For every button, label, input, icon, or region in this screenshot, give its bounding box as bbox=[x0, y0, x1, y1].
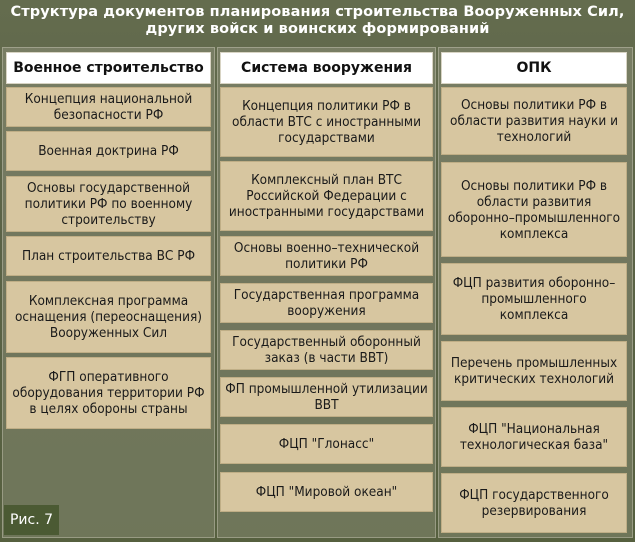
box-science-tech-policy: Основы политики РФ в области развития науки и технологий bbox=[441, 87, 627, 155]
box-world-ocean-program: ФЦП "Мировой океан" bbox=[220, 472, 433, 512]
box-mtc-comprehensive-plan: Комплексный план ВТС Российской Федерации с иностранными государствами bbox=[220, 161, 433, 231]
box-armed-forces-plan: План строительства ВС РФ bbox=[6, 236, 211, 276]
box-industrial-disposal-program: ФП промышленной утилизации ВВТ bbox=[220, 377, 433, 417]
box-glonass-program: ФЦП "Глонасс" bbox=[220, 424, 433, 464]
column-header-dic: ОПК bbox=[441, 52, 627, 84]
column-header-military-construction: Военное строительство bbox=[6, 52, 211, 84]
box-state-defense-order: Государственный оборонный заказ (в части ВВТ) bbox=[220, 330, 433, 370]
box-dic-development-program: ФЦП развития оборонно–промышленного комплекса bbox=[441, 263, 627, 335]
box-mtc-policy-concept: Концепция политики РФ в области ВТС с иностранными государствами bbox=[220, 87, 433, 157]
box-state-armament-program: Государственная программа вооружения bbox=[220, 283, 433, 323]
box-military-construction-policy: Основы государственной политики РФ по военному строительству bbox=[6, 176, 211, 232]
box-military-doctrine: Военная доктрина РФ bbox=[6, 131, 211, 171]
box-critical-technologies-list: Перечень промышленных критических технологий bbox=[441, 341, 627, 401]
diagram-title bbox=[0, 0, 635, 44]
title-line-1: Структура документов планирования строительства Вооруженных Сил, bbox=[10, 4, 625, 20]
column-header-armament-system: Система вооружения bbox=[220, 52, 433, 84]
box-territory-equipment-program: ФГП оперативного оборудования территории РФ в целях обороны страны bbox=[6, 357, 211, 429]
box-dic-development-policy: Основы политики РФ в области развития оборонно–промышленного комплекса bbox=[441, 162, 627, 257]
box-equipment-program: Комплексная программа оснащения (переоснащения) Вооруженных Сил bbox=[6, 281, 211, 353]
box-state-reserve-program: ФЦП государственного резервирования bbox=[441, 473, 627, 533]
figure-label: Рис. 7 bbox=[4, 505, 59, 535]
box-military-technical-policy: Основы военно–технической политики РФ bbox=[220, 236, 433, 276]
box-national-security-concept: Концепция национальной безопасности РФ bbox=[6, 87, 211, 127]
title-line-2: других войск и воинских формирований bbox=[145, 21, 490, 37]
box-national-tech-base-program: ФЦП "Национальная технологическая база" bbox=[441, 407, 627, 467]
